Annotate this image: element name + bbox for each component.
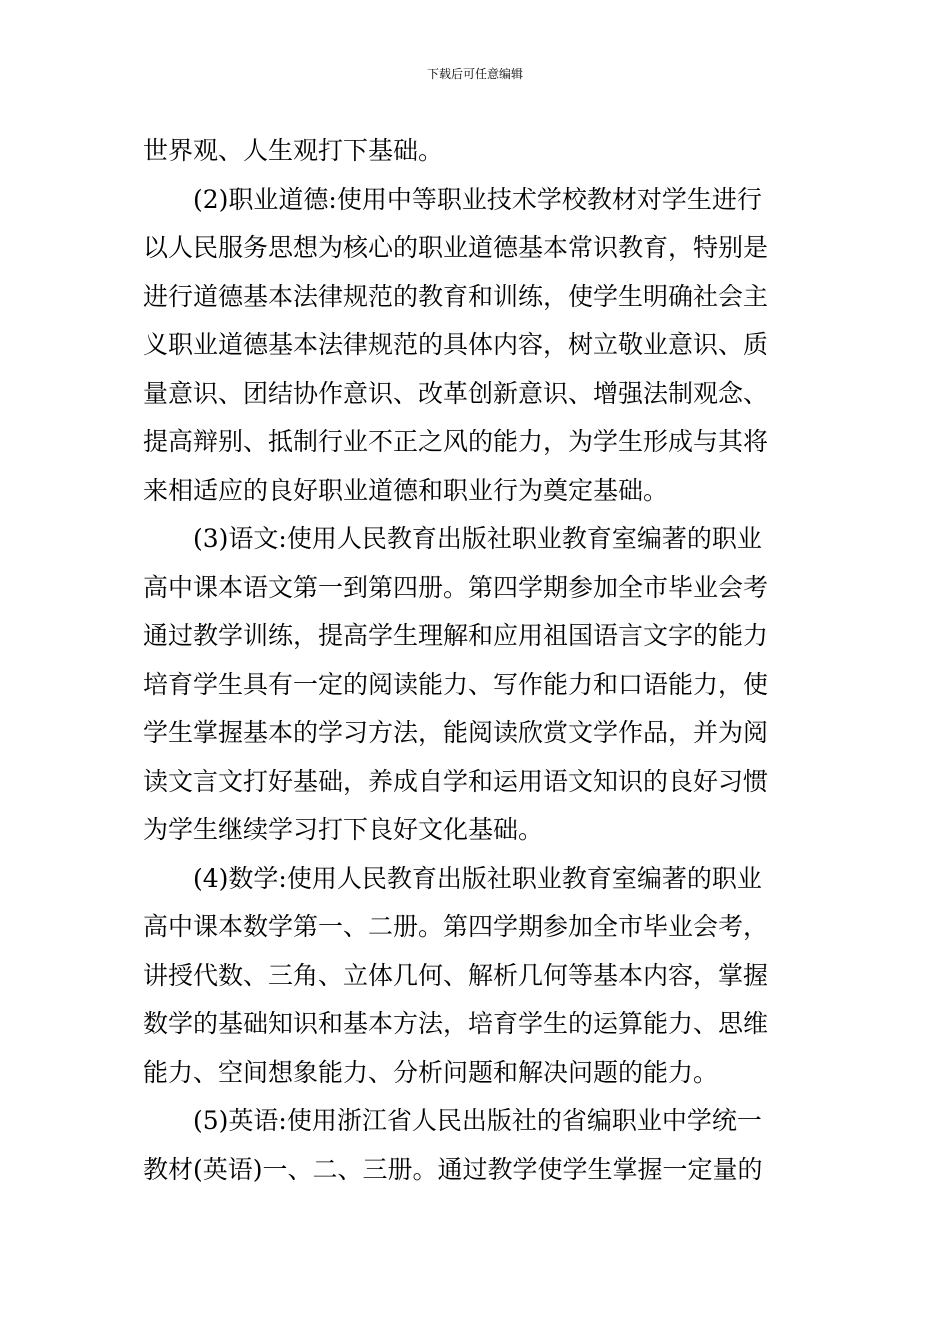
text-line: 学生掌握基本的学习方法，能阅读欣赏文学作品，并为阅 [143,718,769,747]
text-line: 读文言文打好基础，养成自学和运用语文知识的良好习惯 [143,766,769,796]
text-line: 通过教学训练，提高学生理解和应用祖国语言文字的能力 [143,621,769,650]
page-header: 下载后可任意编辑 [426,67,523,81]
text-line: 数学的基础知识和基本方法，培育学生的运算能力、思维 [143,1009,769,1038]
text-line: 为学生继续学习打下良好文化基础。 [143,815,544,844]
text-line: 来相适应的良好职业道德和职业行为奠定基础。 [143,475,669,505]
text-line: (4)数学:使用人民教育出版社职业教育室编著的职业 [193,863,762,893]
text-line: 教材(英语)一、二、三册。通过教学使学生掌握一定量的 [143,1154,763,1184]
text-line: 量意识、团结协作意识、改革创新意识、增强法制观念、 [143,378,769,408]
text-line: 提高辩别、抵制行业不正之风的能力，为学生形成与其将 [143,427,769,456]
text-line: 高中课本数学第一、二册。第四学期参加全市毕业会考， [143,912,769,941]
text-line: 高中课本语文第一到第四册。第四学期参加全市毕业会考 [143,572,769,602]
text-line: (5)英语:使用浙江省人民出版社的省编职业中学统一 [193,1106,762,1135]
text-line: 能力、空间想象能力、分析问题和解决问题的能力。 [143,1057,719,1087]
text-line: (2)职业道德:使用中等职业技术学校教材对学生进行 [193,184,762,214]
text-line: 讲授代数、三角、立体几何、解析几何等基本内容，掌握 [143,960,769,990]
text-line: (3)语文:使用人民教育出版社职业教育室编著的职业 [193,524,762,553]
text-line: 以人民服务思想为核心的职业道德基本常识教育，特别是 [143,233,769,262]
text-line: 进行道德基本法律规范的教育和训练，使学生明确社会主 [143,281,769,311]
document-body [143,127,807,1194]
text-line: 世界观、人生观打下基础。 [143,136,444,165]
text-line: 义职业道德基本法律规范的具体内容，树立敬业意识、质 [143,330,769,359]
text-line: 培育学生具有一定的阅读能力、写作能力和口语能力，使 [143,669,769,699]
